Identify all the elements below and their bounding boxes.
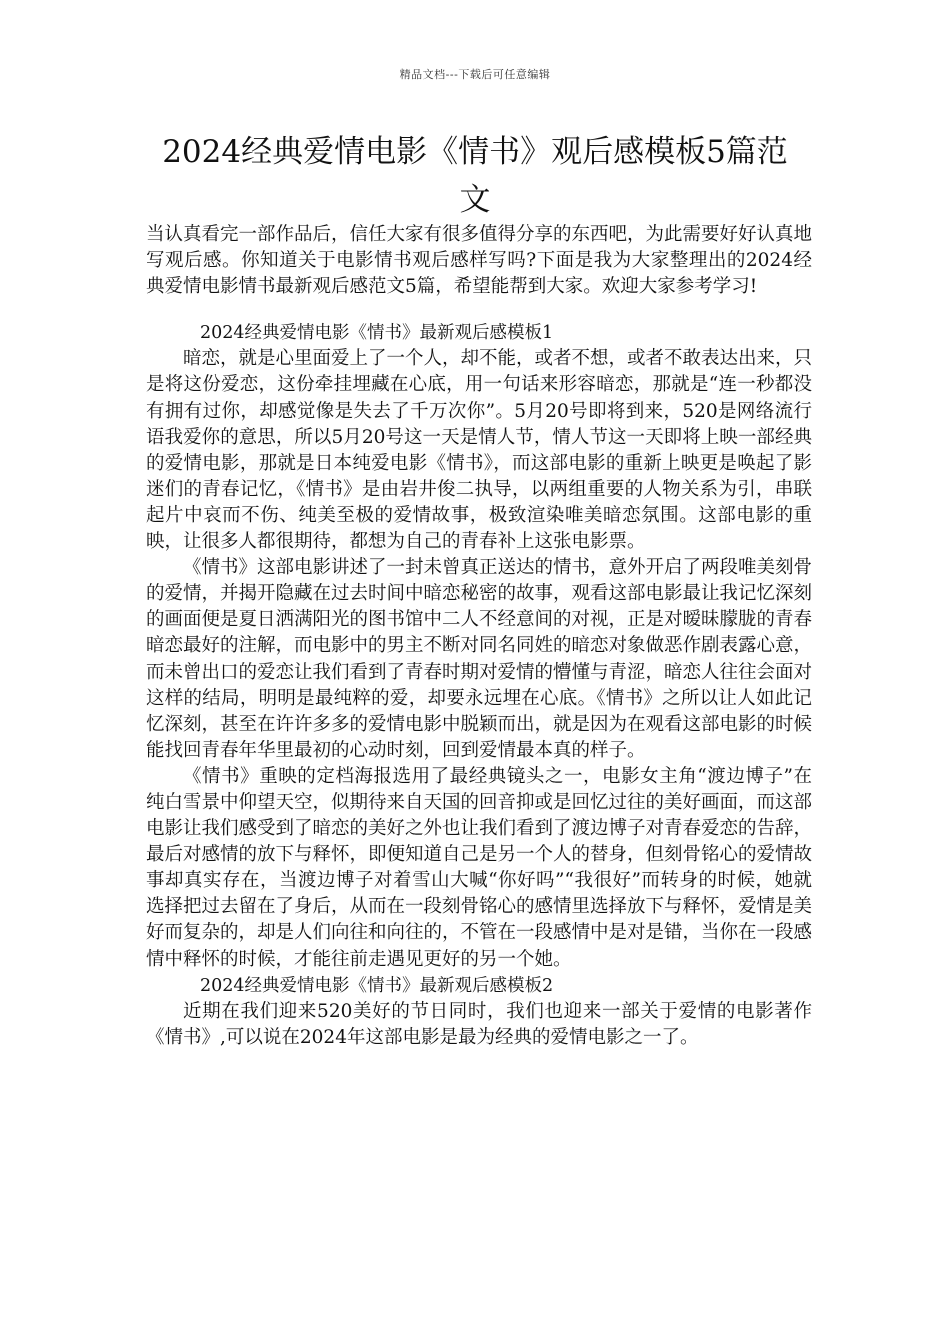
intro-paragraph: 当认真看完一部作品后，信任大家有很多值得分享的东西吧，为此需要好好认真地写观后感。你知道关于电影情书观后感样写吗?下面是我为大家整理出的2024经典爱情电影情书最新观后感范文5篇，希望能帮到大家。欢迎大家参考学习! — [146, 224, 813, 298]
document-title: 2024经典爱情电影《情书》观后感模板5篇范文 — [162, 134, 788, 218]
section-1-paragraph-2: 《情书》这部电影讲述了一封未曾真正送达的情书，意外开启了两段唯美刻骨的爱情，并揭开隐藏在过去时间中暗恋秘密的故事，观看这部电影最让我记忆深刻的画面便是夏日洒满阳光的图书馆中二人不经意间的对视，正是对暧昧朦胧的青春暗恋最好的注解，而电影中的男主不断对同名同姓的暗恋对象做恶作剧表露心意，而未曾出口的爱恋让我们看到了青春时期对爱情的懵懂与青涩，暗恋人往往会面对这样的结局，明明是最纯粹的爱，却要永远埋在心底。《情书》之所以让人如此记忆深刻，甚至在许许多多的爱情电影中脱颖而出，就是因为在观看这部电影的时候能找回青春年华里最初的心动时刻，回到爱情最本真的样子。 — [146, 557, 813, 761]
section-1-paragraph-3: 《情书》重映的定档海报选用了最经典镜头之一，电影女主角“渡边博子”在纯白雪景中仰望天空，似期待来自天国的回音抑或是回忆过往的美好画面，而这部电影让我们感受到了暗恋的美好之外也让我们看到了渡边博子对青春爱恋的告辞，最后对感情的放下与释怀，即便知道自己是另一个人的替身，但刻骨铭心的爱情故事却真实存在，当渡边博子对着雪山大喊“你好吗”“我很好”而转身的时候，她就选择把过去留在了身后，从而在一段刻骨铭心的感情里选择放下与释怀，爱情是美好而复杂的，却是人们向往和向往的，不管在一段感情中是对是错，当你在一段感情中释怀的时候，才能往前走遇见更好的另一个她。 — [146, 765, 813, 970]
section-heading-2: 2024经典爱情电影《情书》最新观后感模板2 — [200, 975, 554, 996]
section-1-paragraph-1: 暗恋，就是心里面爱上了一个人，却不能，或者不想，或者不敢表达出来，只是将这份爱恋，这份牵挂埋藏在心底，用一句话来形容暗恋，那就是“连一秒都没有拥有过你，却感觉像是失去了千万次你”。5月20号即将到来，520是网络流行语我爱你的意思，所以5月20号这一天是情人节，情人节这一天即将上映一部经典的爱情电影，那就是日本纯爱电影《情书》，而这部电影的重新上映更是唤起了影迷们的青春记忆，《情书》是由岩井俊二执导，以两组重要的人物关系为引，串联起片中哀而不伤、纯美至极的爱情故事，极致渲染唯美暗恋氛围。这部电影的重映，让很多人都很期待，都想为自己的青春补上这张电影票。 — [146, 348, 813, 553]
spacer — [146, 300, 812, 320]
header-note: 精品文档---下载后可任意编辑 — [399, 68, 551, 81]
section-heading-1: 2024经典爱情电影《情书》最新观后感模板1 — [200, 323, 554, 344]
document-body — [146, 222, 812, 1051]
section-2-paragraph-1: 近期在我们迎来520美好的节日同时，我们也迎来一部关于爱情的电影著作《情书》,可以说在2024年这部电影是最为经典的爱情电影之一了。 — [146, 1000, 812, 1048]
